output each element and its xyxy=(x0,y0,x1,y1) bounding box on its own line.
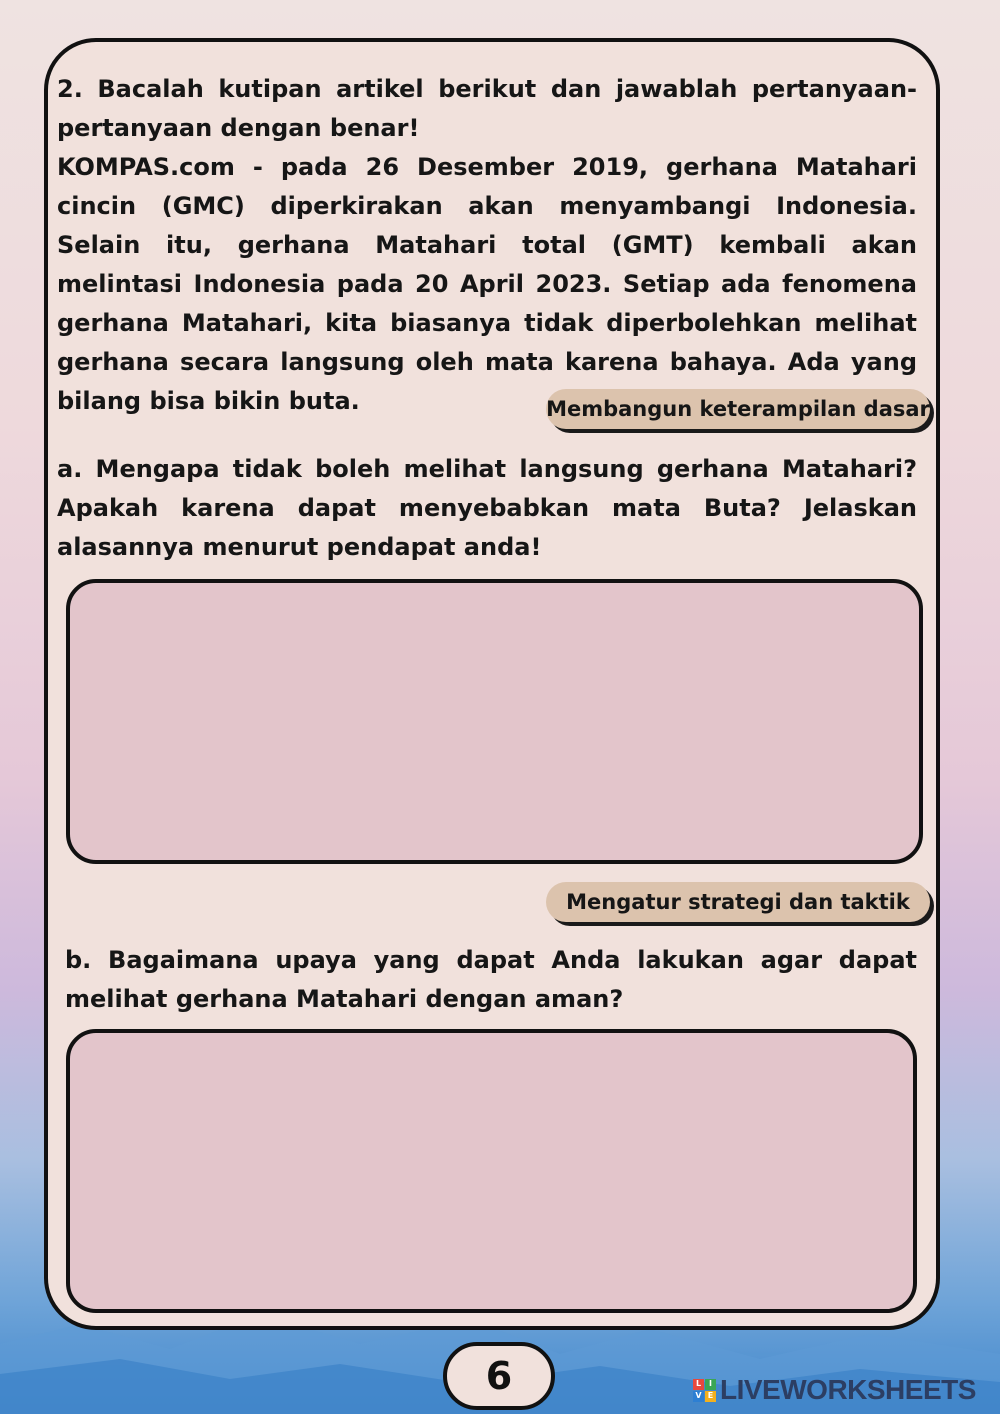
liveworksheets-logo[interactable] xyxy=(693,1372,976,1408)
question-intro: 2. Bacalah kutipan artikel berikut dan jawablah pertanyaan-pertanyaan dengan benar! xyxy=(57,75,917,142)
logo-letter: I xyxy=(705,1379,716,1390)
page-number: 6 xyxy=(443,1342,555,1410)
article-excerpt: KOMPAS.com - pada 26 Desember 2019, gerhana Matahari cincin (GMC) diperkirakan akan menyambangi Indonesia. Selain itu, gerhana Matahari total (GMT) kembali akan melintasi Indonesia pada 20 April 2023. Setiap ada fenomena gerhana Matahari, kita biasanya tidak diperbolehkan melihat gerhana secara langsung oleh mata karena bahaya. Ada yang bilang bisa bikin buta. xyxy=(57,153,917,415)
brand-name: LIVEWORKSHEETS xyxy=(720,1374,976,1405)
logo-letter: V xyxy=(693,1391,704,1402)
question-a: a. Mengapa tidak boleh melihat langsung gerhana Matahari? Apakah karena dapat menyebabkan mata Buta? Jelaskan alasannya menurut pendapat anda! xyxy=(57,455,917,561)
badge-basic-skills: Membangun keterampilan dasar xyxy=(546,389,930,429)
logo-letter: E xyxy=(705,1391,716,1402)
logo-letter: L xyxy=(693,1379,704,1390)
liveworksheets-icon xyxy=(693,1379,716,1402)
answer-b-input[interactable] xyxy=(66,1029,917,1313)
answer-a-input[interactable] xyxy=(66,579,923,864)
question-b: b. Bagaimana upaya yang dapat Anda lakukan agar dapat melihat gerhana Matahari dengan aman? xyxy=(65,946,917,1013)
badge-strategy-tactics: Mengatur strategi dan taktik xyxy=(546,882,930,922)
